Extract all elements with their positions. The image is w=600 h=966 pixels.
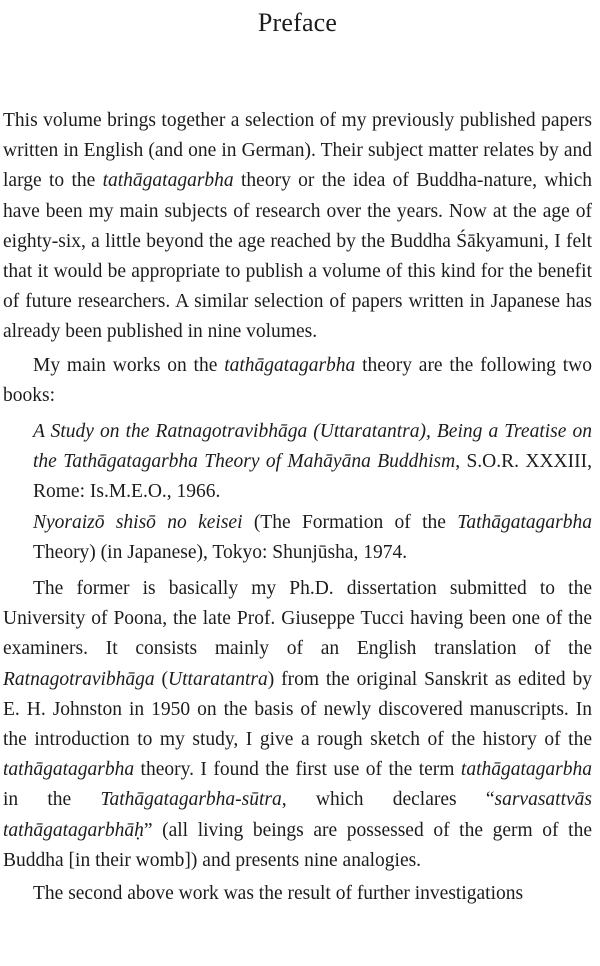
italic-quote: sarvasattvās tathāgatagarbhāḥ xyxy=(3,789,592,841)
italic-term: Tathāgatagarbha xyxy=(457,511,592,533)
italic-term: tathāgatagarbha xyxy=(460,759,592,781)
italic-term: Ratnagotravibhāga xyxy=(3,668,155,690)
text-run: ) from the original Sanskrit as edited by E. H. Johnston in 1950 on the basis of newly discovered manuscripts. In the introduction to my study, I give a rough sketch of the history of the xyxy=(3,668,592,751)
text-run: This volume brings together a selection of my previously published papers written in English (and one in German). Their subject matter relates by and large to the xyxy=(3,110,592,192)
text-run: Theory) (in Japanese), Tokyo: Shunjūsha, 1974. xyxy=(33,541,408,563)
text-run: ” (all living beings are possessed of the germ of the Buddha [in their womb]) and presents nine analogies. xyxy=(3,819,592,871)
text-run: in the xyxy=(3,789,101,811)
text-run: ( xyxy=(154,668,169,690)
paragraph-intro xyxy=(3,106,592,348)
text-run: theory. I found the first use of the term xyxy=(134,759,461,781)
text-run: , S.O.R. XXXIII, Rome: Is.M.E.O., 1966. xyxy=(33,451,592,503)
italic-book-title: Nyoraizō shisō no keisei xyxy=(33,511,243,533)
text-run: The second above work was the result of further investigations xyxy=(33,883,524,905)
text-run: theory are the following two books: xyxy=(3,354,592,406)
page-title: Preface xyxy=(257,8,338,37)
italic-term: Uttaratantra xyxy=(168,668,268,690)
paragraph-dissertation xyxy=(3,574,592,876)
text-run: , which declares “ xyxy=(281,789,495,811)
text-run: My main works on the xyxy=(33,354,225,376)
bibliography-entry-1 xyxy=(3,417,592,508)
text-run: (The Formation of the xyxy=(242,511,458,533)
book-page xyxy=(0,8,600,966)
italic-term: Tathāgatagarbha-sūtra xyxy=(100,789,282,811)
italic-term: tathāgatagarbha xyxy=(102,170,234,192)
paragraph-second-work xyxy=(3,879,592,909)
preface-body xyxy=(3,106,592,909)
text-run: The former is basically my Ph.D. dissertation submitted to the University of Poona, the late Prof. Giuseppe Tucci having been one of the examiners. It consists mainly of an English translation of the xyxy=(3,578,592,660)
paragraph-main-works xyxy=(3,351,592,411)
italic-book-title: A Study on the Ratnagotravibhāga (Uttaratantra), Being a Treatise on the Tathāgatagarbha Theory of Mahāyāna Buddhism xyxy=(33,421,592,473)
bibliography-entry-2 xyxy=(3,508,592,568)
italic-term: tathāgatagarbha xyxy=(3,759,135,781)
text-run: theory or the idea of Buddha-nature, which have been my main subjects of research over the years. Now at the age of eighty-six, a little beyond the age reached by the Buddha Śākyamuni, I felt that it would be appropriate to publish a volume of this kind for the benefit of future researchers. A similar selection of papers written in Japanese has already been published in nine volumes. xyxy=(3,170,592,343)
italic-term: tathāgatagarbha xyxy=(224,354,356,376)
